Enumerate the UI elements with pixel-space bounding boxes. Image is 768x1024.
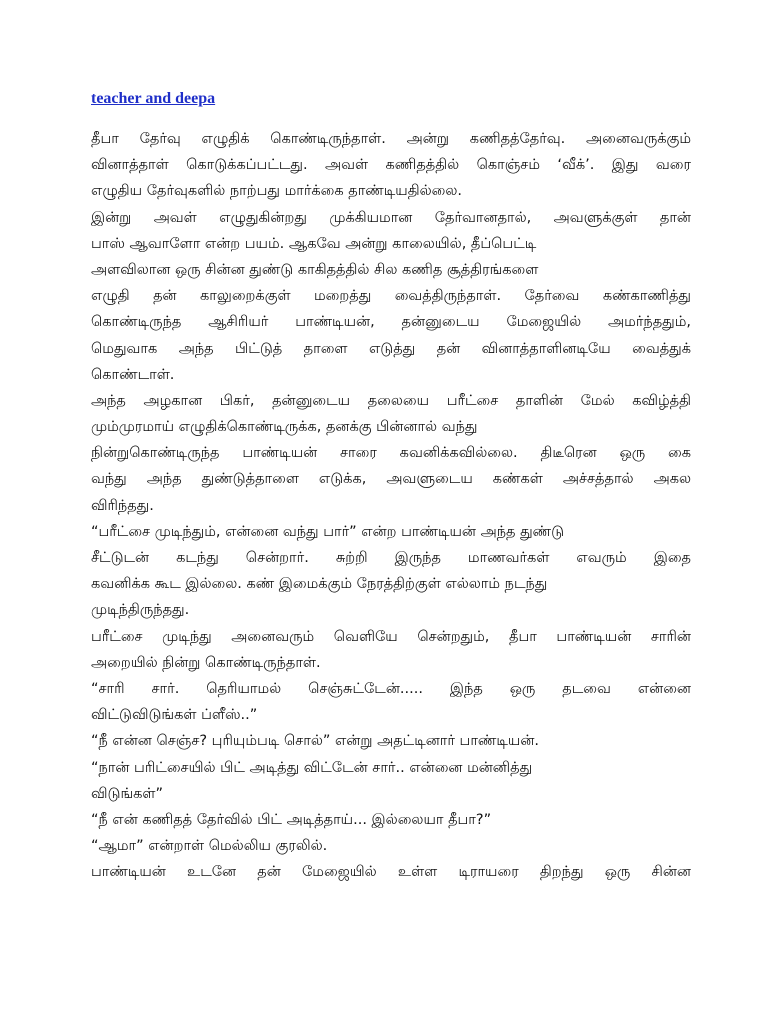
text-line: எழுதிய தேர்வுகளில் நாற்பது மார்க்கை தாண்டியதில்லை. <box>91 183 463 200</box>
text-line: பாண்டியன் உடனே தன் மேஜையில் உள்ள டிராயரை திறந்து ஒரு சின்ன <box>91 864 691 881</box>
text-line: பரீட்சை முடிந்து அனைவரும் வெளியே சென்றதும், தீபா பாண்டியன் சாரின் <box>91 628 691 645</box>
text-line: முடிந்திருந்தது. <box>91 602 190 619</box>
text-line: கவனிக்க கூட இல்லை. கண் இமைக்கும் நேரத்திற்குள் எல்லாம் நடந்து <box>91 576 548 593</box>
text-line: இன்று அவள் எழுதுகின்றது முக்கியமான தேர்வானதால், அவளுக்குள் தான் <box>91 209 691 226</box>
text-line: கொண்டாள். <box>91 366 175 383</box>
text-line: விட்டுவிடுங்கள் ப்ளீஸ்..” <box>91 707 258 724</box>
text-line: “நீ என் கணிதத் தேர்வில் பிட் அடித்தாய்... இல்லையா தீபா?” <box>91 811 492 828</box>
document-body <box>91 126 691 885</box>
text-line: மெதுவாக அந்த பிட்டுத் தாளை எடுத்து தன் வினாத்தாளினடியே வைத்துக் <box>91 340 691 357</box>
text-line: கொண்டிருந்த ஆசிரியர் பாண்டியன், தன்னுடைய மேஜையில் அமர்ந்ததும், <box>91 314 691 331</box>
text-line: வினாத்தாள் கொடுக்கப்பட்டது. அவள் கணிதத்தில் கொஞ்சம் ‘வீக்’. இது வரை <box>91 157 691 174</box>
text-line: “ஆமா” என்றாள் மெல்லிய குரலில். <box>91 838 328 855</box>
text-line: எழுதி தன் காலுறைக்குள் மறைத்து வைத்திருந்தாள். தேர்வை கண்காணித்து <box>91 288 691 305</box>
text-line: நின்றுகொண்டிருந்த பாண்டியன் சாரை கவனிக்கவில்லை. திடீரென ஒரு கை <box>91 445 691 462</box>
text-line: அளவிலான ஒரு சின்ன துண்டு காகிதத்தில் சில கணித சூத்திரங்களை <box>91 261 539 278</box>
document-title-link[interactable]: teacher and deepa <box>91 90 216 107</box>
text-line: “நீ என்ன செஞ்ச? புரியும்படி சொல்” என்று அதட்டினார் பாண்டியன். <box>91 733 540 750</box>
text-line: பாஸ் ஆவாளோ என்ற பயம். ஆகவே அன்று காலையில், தீப்பெட்டி <box>91 235 537 252</box>
text-line: அந்த அழகான பிகர், தன்னுடைய தலையை பரீட்சை தாளின் மேல் கவிழ்த்தி <box>91 392 691 409</box>
text-line: சீட்டுடன் கடந்து சென்றார். சுற்றி இருந்த மாணவர்கள் எவரும் இதை <box>91 550 691 566</box>
text-line: மும்முரமாய் எழுதிக்கொண்டிருக்க, தனக்கு பின்னால் வந்து <box>91 419 478 436</box>
text-line: “சாரி சார். தெரியாமல் செஞ்சுட்டேன்..... இந்த ஒரு தடவை என்னை <box>91 680 691 697</box>
text-line: வந்து அந்த துண்டுத்தாளை எடுக்க, அவளுடைய கண்கள் அச்சத்தால் அகல <box>91 471 691 488</box>
text-line: “பரீட்சை முடிந்தும், என்னை வந்து பார்” என்ற பாண்டியன் அந்த துண்டு <box>91 523 565 540</box>
text-line: விரிந்தது. <box>91 497 154 514</box>
text-line: அறையில் நின்று கொண்டிருந்தாள். <box>91 654 321 671</box>
text-line: “நான் பரிட்சையில் பிட் அடித்து விட்டேன் சார்.. என்னை மன்னித்து <box>91 759 533 776</box>
text-line: தீபா தேர்வு எழுதிக் கொண்டிருந்தாள். அன்று கணிதத்தேர்வு. அனைவருக்கும் <box>91 131 691 147</box>
text-line: விடுங்கள்” <box>91 785 164 802</box>
